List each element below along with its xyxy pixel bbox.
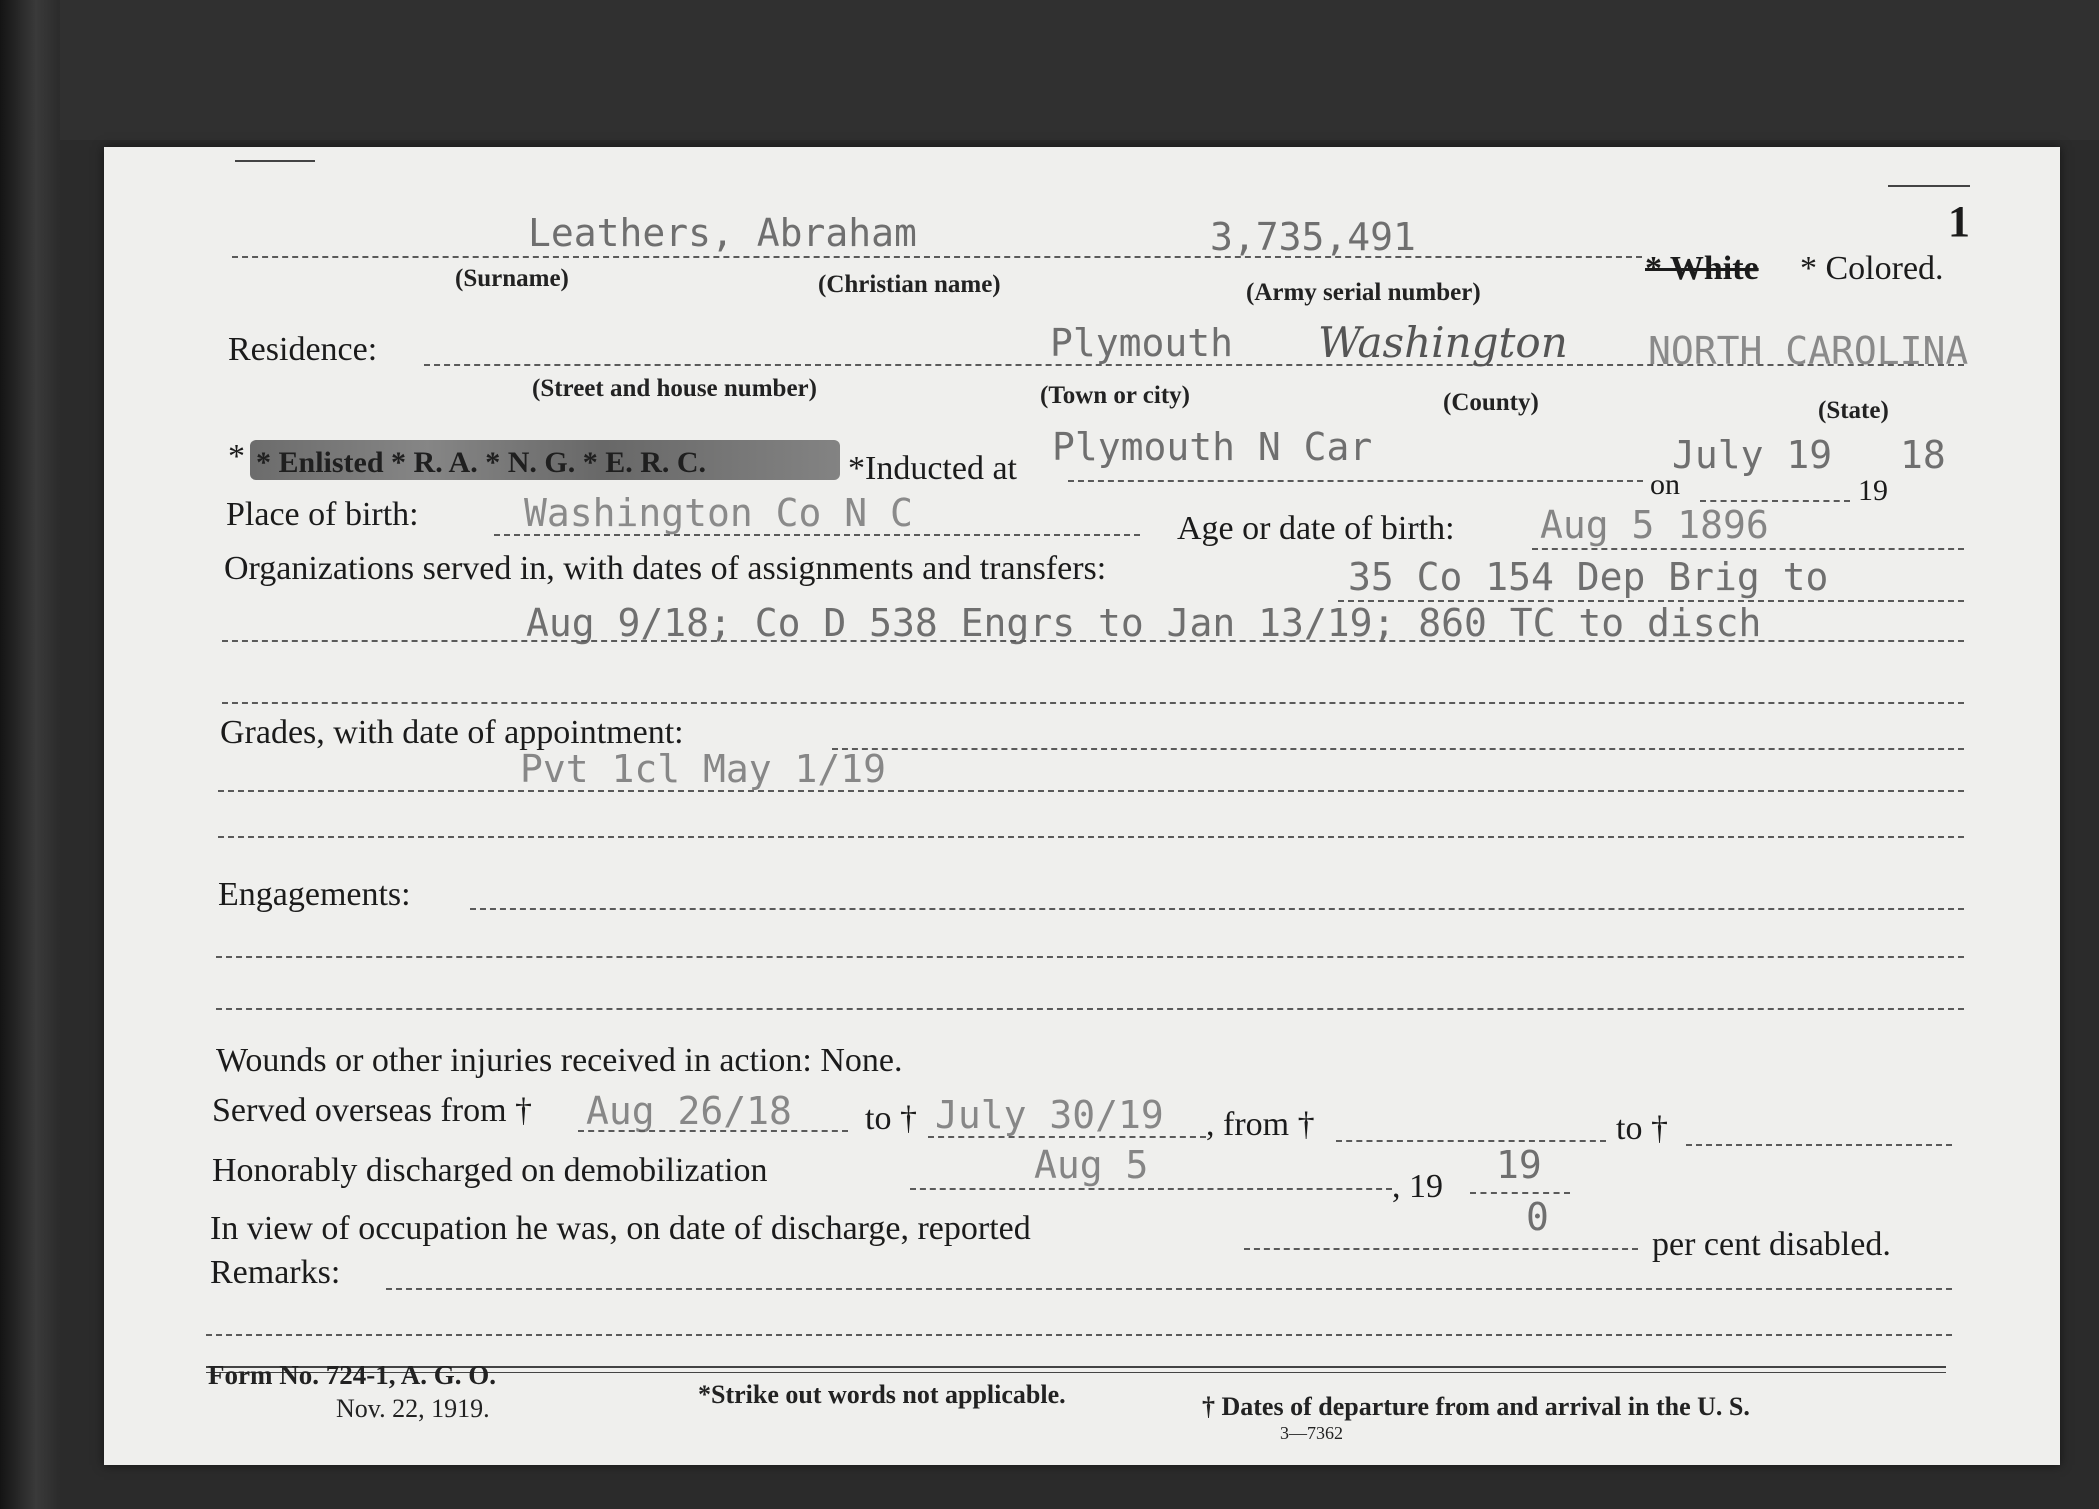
- county-caption: (County): [1443, 389, 1539, 416]
- inducted-label: *Inducted at: [848, 450, 1017, 487]
- place-of-birth-label: Place of birth:: [226, 496, 419, 533]
- serial-value: 3,735,491: [1210, 215, 1416, 259]
- discharged-label: Honorably discharged on demobilization: [212, 1152, 768, 1189]
- second-from-line: [1336, 1140, 1606, 1142]
- discharge-date-line: [910, 1188, 1392, 1190]
- engagements-line-3: [216, 1008, 1964, 1010]
- place-of-birth-value: Washington Co N C: [524, 491, 913, 535]
- percent-label: per cent disabled.: [1652, 1226, 1891, 1263]
- form-date: Nov. 22, 1919.: [336, 1394, 490, 1423]
- organizations-value-1: 35 Co 154 Dep Brig to: [1348, 555, 1829, 599]
- discharge-year-prefix: , 19: [1392, 1168, 1443, 1205]
- second-to-line: [1686, 1144, 1952, 1146]
- induction-year-prefix: 19: [1858, 474, 1888, 507]
- discharge-year-line: [1470, 1192, 1570, 1194]
- engagements-line-1: [470, 908, 1964, 910]
- race-white-option: * White: [1645, 250, 1759, 287]
- race-colored-option: * Colored.: [1800, 250, 1944, 287]
- percent-line: [1244, 1248, 1638, 1250]
- state-value: NORTH CAROLINA: [1648, 329, 1969, 373]
- overseas-from-value: Aug 26/18: [586, 1089, 792, 1133]
- town-caption: (Town or city): [1040, 382, 1190, 409]
- served-overseas-label: Served overseas from †: [212, 1092, 533, 1129]
- organizations-line-2: [222, 640, 1964, 642]
- name-line: [232, 256, 1642, 258]
- enlisted-asterisk: *: [228, 438, 245, 475]
- surname-caption: (Surname): [455, 265, 569, 292]
- engagements-label: Engagements:: [218, 876, 411, 913]
- grades-line-3: [218, 836, 1964, 838]
- county-value: Washington: [1318, 318, 1568, 367]
- state-caption: (State): [1818, 397, 1889, 424]
- remarks-line-2: [206, 1334, 1952, 1336]
- grades-line-1: [832, 748, 1964, 750]
- age-label: Age or date of birth:: [1177, 510, 1455, 547]
- induction-date-line: [1700, 500, 1850, 502]
- inducted-line: [1068, 480, 1643, 482]
- discharge-year-value: 19: [1496, 1143, 1542, 1187]
- age-value: Aug 5 1896: [1540, 503, 1769, 547]
- residence-label: Residence:: [228, 331, 378, 368]
- organizations-label: Organizations served in, with dates of assignments and transfers:: [224, 550, 1107, 587]
- street-caption: (Street and house number): [532, 375, 817, 402]
- induction-year-value: 18: [1900, 433, 1946, 477]
- grades-label: Grades, with date of appointment:: [220, 714, 684, 751]
- card-number: 1: [1948, 197, 1970, 246]
- grades-value: Pvt 1cl May 1/19: [520, 747, 887, 791]
- percent-value: 0: [1526, 1195, 1549, 1239]
- scan-border-top: [60, 0, 2099, 140]
- strike-note: *Strike out words not applicable.: [698, 1380, 1066, 1409]
- form-number: Form No. 724-1, A. G. O.: [208, 1360, 496, 1390]
- grades-line-2: [218, 790, 1964, 792]
- overseas-to-line: [928, 1136, 1206, 1138]
- on-label: on: [1650, 468, 1680, 501]
- name-value: Leathers, Abraham: [528, 211, 917, 255]
- corner-rule-left: [235, 160, 315, 162]
- print-code: 3—7362: [1280, 1423, 1343, 1443]
- inducted-value: Plymouth N Car: [1052, 425, 1373, 469]
- dagger-note: † Dates of departure from and arrival in the U. S.: [1202, 1392, 1750, 1421]
- discharge-date-value: Aug 5: [1034, 1143, 1149, 1187]
- overseas-to-value: July 30/19: [935, 1093, 1164, 1137]
- scan-border-left: [0, 0, 60, 1509]
- wounds-label: Wounds or other injuries received in action: None.: [216, 1042, 903, 1079]
- enlisted-options: * Enlisted * R. A. * N. G. * E. R. C.: [256, 446, 707, 479]
- from-label: , from †: [1206, 1106, 1315, 1143]
- occupation-label: In view of occupation he was, on date of discharge, reported: [210, 1210, 1031, 1247]
- place-of-birth-line: [494, 534, 1140, 536]
- remarks-label: Remarks:: [210, 1254, 341, 1291]
- second-to-label: to †: [1616, 1110, 1668, 1147]
- serial-caption: (Army serial number): [1246, 279, 1481, 306]
- christian-name-caption: (Christian name): [818, 271, 1001, 298]
- organizations-line-3: [222, 702, 1964, 704]
- overseas-from-line: [578, 1130, 848, 1132]
- organizations-value-2: Aug 9/18; Co D 538 Engrs to Jan 13/19; 860 TC to disch: [526, 601, 1762, 645]
- remarks-line-1: [386, 1288, 1952, 1290]
- corner-rule-right: [1888, 185, 1970, 187]
- overseas-to-label: to †: [865, 1100, 917, 1137]
- induction-date-value: July 19: [1672, 433, 1833, 477]
- age-line: [1532, 548, 1964, 550]
- town-value: Plymouth: [1050, 321, 1234, 365]
- engagements-line-2: [216, 956, 1964, 958]
